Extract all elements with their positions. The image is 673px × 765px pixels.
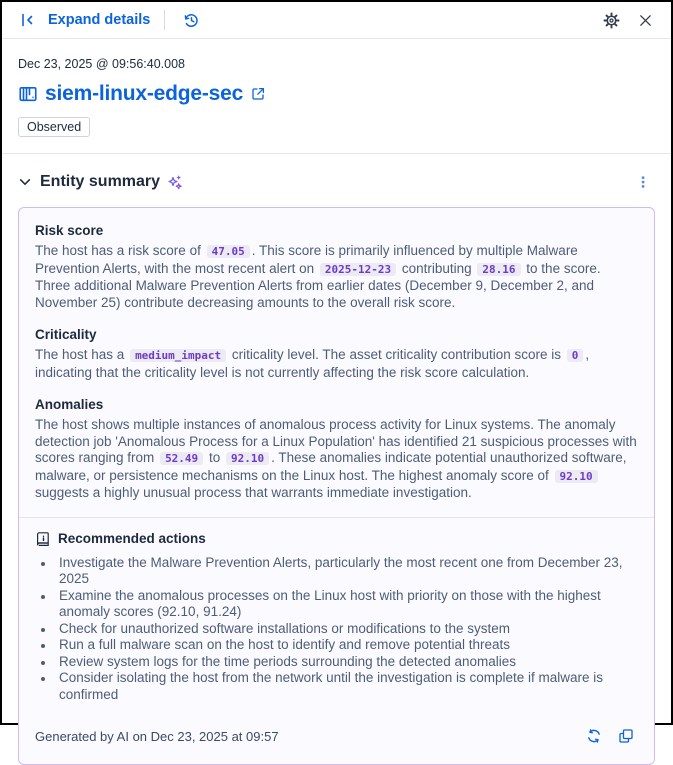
recommended-actions-list [41, 555, 638, 704]
history-icon[interactable] [179, 8, 203, 32]
close-icon[interactable] [633, 8, 657, 32]
code-value: 28.16 [477, 263, 520, 276]
anomalies-heading: Anomalies [35, 397, 104, 412]
chevron-down-icon[interactable] [18, 175, 32, 189]
panel-footer [35, 724, 638, 748]
panel-divider [19, 517, 654, 518]
header-divider [164, 10, 165, 30]
criticality-section [35, 327, 638, 381]
regenerate-icon[interactable] [582, 724, 606, 748]
section-divider [2, 153, 671, 154]
criticality-text: The host has a medium_impact criticality level. The asset criticality contribution score is 0 , indicating that the criticality level is not currently affecting the risk score calculation. [35, 347, 590, 380]
entity-summary-title: Entity summary [40, 173, 161, 190]
code-value: 0 [567, 349, 584, 362]
anomalies-section [35, 397, 638, 502]
anomalies-text: The host shows multiple instances of anomalous process activity for Linux systems. The anomaly detection job 'Anomalous Process for a Linux Population' has identified 21 suspicious processes with scores ranging from 52.49 to 92.10 . These anomalies indicate potential unauthorized software, malware, or persistence mechanisms on the Linux host. The highest anomaly score of 92.10 suggests a highly unusual process that warrants immediate investigation. [35, 417, 637, 500]
risk-score-text: The host has a risk score of 47.05 . This score is primarily influenced by multiple Malware Prevention Alerts, with the most recent alert on 2025-12-23 contributing 28.16 to the score. Three additional Malware Prevention Alerts from earlier dates (December 9, December 2, and November 25) contribute decreasing amounts to the overall risk score. [35, 243, 601, 310]
flyout-header-right [599, 8, 657, 32]
code-value: 92.10 [555, 470, 598, 483]
recommended-action-item: • Consider isolating the host from the network until the investigation is complete if malware is confirmed [55, 670, 638, 703]
code-value: 92.10 [226, 452, 269, 465]
criticality-heading: Criticality [35, 327, 97, 342]
code-value: 2025-12-23 [320, 263, 396, 276]
entity-title-row [18, 82, 655, 106]
flyout-header-bar [2, 2, 671, 39]
observed-badge: Observed [18, 117, 90, 137]
recommended-actions-title: Recommended actions [58, 531, 206, 546]
code-value: 52.49 [160, 452, 203, 465]
flyout-header-left [16, 8, 203, 32]
open-external-icon[interactable] [250, 86, 266, 102]
recommended-action-item: • Check for unauthorized software installations or modifications to the system [55, 621, 638, 638]
collapse-left-icon[interactable] [16, 8, 40, 32]
boxes-vertical-menu-icon[interactable] [631, 170, 655, 194]
risk-score-section [35, 223, 638, 311]
recommended-action-item: • Run a full malware scan on the host to identify and remove potential threats [55, 637, 638, 654]
copy-icon[interactable] [614, 724, 638, 748]
entity-header [2, 57, 671, 137]
host-name-link[interactable]: siem-linux-edge-sec [45, 82, 244, 105]
entity-summary-panel [18, 207, 655, 765]
recommended-action-item: • Investigate the Malware Prevention Alerts, particularly the most recent one from December 23, 2025 [55, 555, 638, 588]
risk-score-heading: Risk score [35, 223, 104, 238]
event-timestamp: Dec 23, 2025 @ 09:56:40.008 [18, 57, 185, 71]
documentation-icon [35, 531, 51, 547]
code-value: medium_impact [130, 349, 226, 362]
generated-by-ai-text: Generated by AI on Dec 23, 2025 at 09:57 [35, 728, 279, 744]
recommended-actions-header [35, 531, 638, 547]
gear-icon[interactable] [599, 8, 623, 32]
entity-summary-header [2, 170, 671, 194]
host-storage-icon [18, 84, 38, 104]
code-value: 47.05 [207, 245, 250, 258]
recommended-action-item: • Review system logs for the time periods surrounding the detected anomalies [55, 654, 638, 671]
sparkles-icon [166, 173, 185, 192]
expand-details-button[interactable]: Expand details [48, 12, 151, 28]
recommended-action-item: • Examine the anomalous processes on the Linux host with priority on those with the highest anomaly scores (92.10, 91.24) [55, 588, 638, 621]
